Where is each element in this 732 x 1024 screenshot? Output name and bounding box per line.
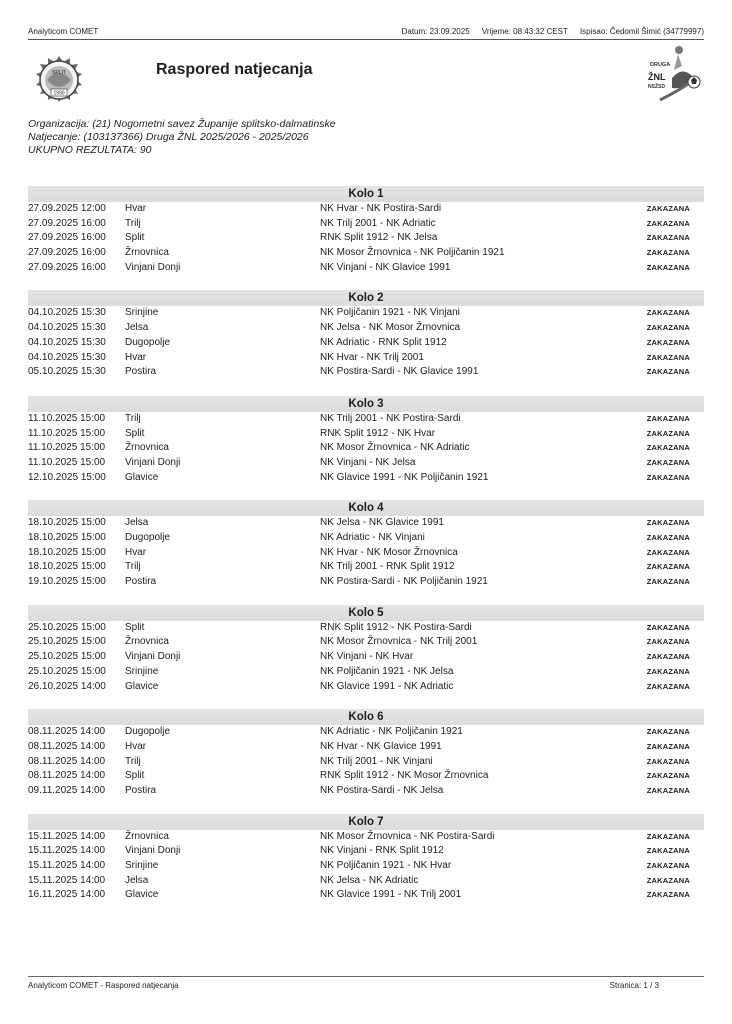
match-teams: NK Jelsa - NK Adriatic <box>320 874 419 886</box>
match-row <box>28 531 704 546</box>
match-venue: Žrnovnica <box>125 830 169 842</box>
match-datetime: 25.10.2025 15:00 <box>28 651 106 663</box>
league-logo-line3: NSŽSD <box>648 84 665 90</box>
footer-divider <box>28 976 704 977</box>
match-status: ZAKAZANA <box>646 771 690 781</box>
match-row <box>28 769 704 784</box>
match-status: ZAKAZANA <box>646 308 690 318</box>
match-status: ZAKAZANA <box>646 233 690 243</box>
match-venue: Hvar <box>125 740 147 752</box>
match-status: ZAKAZANA <box>646 518 690 528</box>
match-venue: Dugopolje <box>125 726 171 738</box>
match-teams: NK Mosor Žrnovnica - NK Trilj 2001 <box>320 636 478 648</box>
match-teams: NK Jelsa - NK Glavice 1991 <box>320 517 444 529</box>
match-venue: Trilj <box>125 412 141 424</box>
header-divider <box>28 39 704 40</box>
round-section <box>28 186 704 275</box>
match-status: ZAKAZANA <box>646 547 690 557</box>
match-status: ZAKAZANA <box>646 577 690 587</box>
federation-logo <box>30 44 88 110</box>
match-teams: NK Vinjani - NK Hvar <box>320 651 414 663</box>
match-status: ZAKAZANA <box>646 218 690 228</box>
match-status: ZAKAZANA <box>646 323 690 333</box>
match-venue: Glavice <box>125 471 159 483</box>
match-datetime: 19.10.2025 15:00 <box>28 576 106 588</box>
match-datetime: 05.10.2025 15:30 <box>28 366 106 378</box>
match-status: ZAKAZANA <box>646 890 690 900</box>
match-row <box>28 621 704 636</box>
match-venue: Jelsa <box>125 322 149 334</box>
print-time: Vrijeme: 08:43:32 CEST <box>481 27 568 36</box>
match-venue: Hvar <box>125 546 147 558</box>
match-venue: Vinjani Donji <box>125 651 181 663</box>
match-teams: RNK Split 1912 - NK Jelsa <box>320 232 438 244</box>
match-datetime: 08.11.2025 14:00 <box>28 755 106 767</box>
match-row <box>28 217 704 232</box>
match-datetime: 27.09.2025 16:00 <box>28 232 106 244</box>
league-logo-line1: DRUGA <box>650 62 671 68</box>
match-datetime: 15.11.2025 14:00 <box>28 874 106 886</box>
match-status: ZAKAZANA <box>646 622 690 632</box>
match-row <box>28 874 704 889</box>
match-teams: NK Glavice 1991 - NK Adriatic <box>320 680 454 692</box>
match-venue: Postira <box>125 366 157 378</box>
match-datetime: 08.11.2025 14:00 <box>28 770 106 782</box>
match-venue: Trilj <box>125 217 141 229</box>
match-status: ZAKAZANA <box>646 637 690 647</box>
round-section <box>28 500 704 589</box>
match-datetime: 15.11.2025 14:00 <box>28 845 106 857</box>
match-teams: NK Hvar - NK Mosor Žrnovnica <box>320 546 458 558</box>
match-row <box>28 261 704 276</box>
round-header: Kolo 4 <box>28 500 704 516</box>
page-number: Stranica: 1 / 3 <box>609 981 659 990</box>
match-teams: NK Trilj 2001 - NK Postira-Sardi <box>320 412 461 424</box>
match-row <box>28 546 704 561</box>
match-status: ZAKAZANA <box>646 428 690 438</box>
match-status: ZAKAZANA <box>646 756 690 766</box>
match-row <box>28 516 704 531</box>
match-venue: Postira <box>125 784 157 796</box>
match-teams: NK Mosor Žrnovnica - NK Poljičanin 1921 <box>320 247 505 259</box>
match-venue: Dugopolje <box>125 532 171 543</box>
total-results-line: UKUPNO REZULTATA: 90 <box>28 144 152 156</box>
match-datetime: 04.10.2025 15:30 <box>28 307 106 319</box>
match-datetime: 18.10.2025 15:00 <box>28 517 106 529</box>
match-venue: Trilj <box>125 561 141 573</box>
logo-text-year: 1990 <box>53 90 65 97</box>
match-datetime: 11.10.2025 15:00 <box>28 442 106 454</box>
match-venue: Srinjine <box>125 665 159 677</box>
match-datetime: 08.11.2025 14:00 <box>28 740 106 752</box>
match-row <box>28 412 704 427</box>
logo-text-top: SPLIT <box>52 70 66 76</box>
match-venue: Vinjani Donji <box>125 845 181 857</box>
match-row <box>28 859 704 874</box>
match-teams: NK Glavice 1991 - NK Poljičanin 1921 <box>320 471 489 483</box>
match-venue: Žrnovnica <box>125 636 169 648</box>
match-teams: RNK Split 1912 - NK Hvar <box>320 427 436 439</box>
match-status: ZAKAZANA <box>646 352 690 362</box>
match-status: ZAKAZANA <box>646 443 690 453</box>
match-status: ZAKAZANA <box>646 861 690 870</box>
league-logo <box>636 44 706 112</box>
match-teams: NK Mosor Žrnovnica - NK Postira-Sardi <box>320 830 495 842</box>
match-teams: NK Postira-Sardi - NK Jelsa <box>320 784 444 796</box>
match-status: ZAKAZANA <box>646 562 690 572</box>
match-venue: Jelsa <box>125 517 149 529</box>
match-teams: NK Adriatic - RNK Split 1912 <box>320 336 447 348</box>
print-meta <box>392 27 704 36</box>
league-logo-line2: ŽNL <box>648 72 666 82</box>
match-row <box>28 365 704 380</box>
match-venue: Split <box>125 232 145 244</box>
match-datetime: 15.11.2025 14:00 <box>28 860 106 871</box>
round-header: Kolo 1 <box>28 186 704 202</box>
match-datetime: 18.10.2025 15:00 <box>28 546 106 558</box>
match-row <box>28 830 704 845</box>
match-row <box>28 560 704 575</box>
match-venue: Srinjine <box>125 860 159 871</box>
match-venue: Glavice <box>125 680 159 692</box>
match-status: ZAKAZANA <box>646 666 690 676</box>
match-teams: NK Trilj 2001 - NK Vinjani <box>320 755 433 767</box>
match-row <box>28 336 704 351</box>
match-row <box>28 427 704 442</box>
match-datetime: 11.10.2025 15:00 <box>28 427 106 439</box>
match-status: ZAKAZANA <box>646 204 690 213</box>
match-teams: NK Trilj 2001 - NK Adriatic <box>320 217 436 229</box>
match-row <box>28 575 704 590</box>
match-datetime: 04.10.2025 15:30 <box>28 351 106 363</box>
match-status: ZAKAZANA <box>646 367 690 377</box>
match-venue: Vinjani Donji <box>125 261 181 273</box>
match-datetime: 04.10.2025 15:30 <box>28 336 106 348</box>
match-row <box>28 844 704 859</box>
competition-line: Natjecanje: (103137366) Druga ŽNL 2025/2026 - 2025/2026 <box>28 131 309 143</box>
page-title: Raspored natjecanja <box>156 61 313 78</box>
match-teams: NK Glavice 1991 - NK Trilj 2001 <box>320 889 462 901</box>
match-datetime: 27.09.2025 12:00 <box>28 203 106 214</box>
match-teams: NK Hvar - NK Postira-Sardi <box>320 203 442 214</box>
match-status: ZAKAZANA <box>646 741 690 751</box>
match-datetime: 25.10.2025 15:00 <box>28 636 106 648</box>
match-venue: Split <box>125 621 145 633</box>
match-status: ZAKAZANA <box>646 831 690 841</box>
round-header: Kolo 2 <box>28 290 704 306</box>
match-teams: NK Postira-Sardi - NK Poljičanin 1921 <box>320 576 488 588</box>
match-venue: Postira <box>125 576 157 588</box>
match-teams: NK Poljičanin 1921 - NK Jelsa <box>320 665 454 677</box>
match-teams: NK Poljičanin 1921 - NK Hvar <box>320 860 452 871</box>
round-section <box>28 605 704 694</box>
match-status: ZAKAZANA <box>646 262 690 272</box>
match-row <box>28 306 704 321</box>
match-datetime: 26.10.2025 14:00 <box>28 680 106 692</box>
match-row <box>28 784 704 799</box>
match-status: ZAKAZANA <box>646 248 690 258</box>
match-row <box>28 441 704 456</box>
match-teams: NK Hvar - NK Glavice 1991 <box>320 740 442 752</box>
match-venue: Split <box>125 427 145 439</box>
match-datetime: 27.09.2025 16:00 <box>28 247 106 259</box>
round-header: Kolo 5 <box>28 605 704 621</box>
match-teams: RNK Split 1912 - NK Postira-Sardi <box>320 621 472 633</box>
match-datetime: 09.11.2025 14:00 <box>28 784 106 796</box>
match-teams: NK Adriatic - NK Poljičanin 1921 <box>320 726 463 738</box>
footer-label: Analyticom COMET - Raspored natjecanja <box>28 981 179 990</box>
match-teams: RNK Split 1912 - NK Mosor Žrnovnica <box>320 770 489 782</box>
match-venue: Hvar <box>125 351 147 363</box>
match-row <box>28 246 704 261</box>
match-row <box>28 231 704 246</box>
match-status: ZAKAZANA <box>646 337 690 347</box>
round-header: Kolo 6 <box>28 709 704 725</box>
match-datetime: 25.10.2025 15:00 <box>28 621 106 633</box>
match-status: ZAKAZANA <box>646 413 690 423</box>
match-status: ZAKAZANA <box>646 652 690 662</box>
match-datetime: 08.11.2025 14:00 <box>28 726 106 738</box>
match-venue: Vinjani Donji <box>125 456 181 468</box>
match-teams: NK Vinjani - NK Glavice 1991 <box>320 261 451 273</box>
match-row <box>28 888 704 903</box>
match-teams: NK Poljičanin 1921 - NK Vinjani <box>320 307 460 319</box>
match-datetime: 04.10.2025 15:30 <box>28 322 106 334</box>
match-venue: Srinjine <box>125 307 159 319</box>
match-venue: Hvar <box>125 203 147 214</box>
rounds-list <box>28 186 704 918</box>
match-row <box>28 321 704 336</box>
match-row <box>28 202 704 217</box>
round-header: Kolo 7 <box>28 814 704 830</box>
match-teams: NK Trilj 2001 - RNK Split 1912 <box>320 561 455 573</box>
match-teams: NK Mosor Žrnovnica - NK Adriatic <box>320 442 470 454</box>
match-teams: NK Jelsa - NK Mosor Žrnovnica <box>320 322 461 334</box>
match-datetime: 11.10.2025 15:00 <box>28 412 106 424</box>
round-section <box>28 290 704 379</box>
match-venue: Split <box>125 770 145 782</box>
round-section <box>28 709 704 798</box>
round-header: Kolo 3 <box>28 396 704 412</box>
match-venue: Žrnovnica <box>125 247 169 259</box>
match-venue: Žrnovnica <box>125 442 169 454</box>
match-row <box>28 740 704 755</box>
app-name: Analyticom COMET <box>28 27 99 36</box>
match-status: ZAKAZANA <box>646 457 690 467</box>
document-header <box>28 27 704 39</box>
match-teams: NK Adriatic - NK Vinjani <box>320 532 425 543</box>
match-status: ZAKAZANA <box>646 785 690 795</box>
match-datetime: 11.10.2025 15:00 <box>28 456 106 468</box>
match-datetime: 15.11.2025 14:00 <box>28 830 106 842</box>
match-venue: Trilj <box>125 755 141 767</box>
match-row <box>28 665 704 680</box>
match-teams: NK Postira-Sardi - NK Glavice 1991 <box>320 366 479 378</box>
match-status: ZAKAZANA <box>646 846 690 856</box>
match-status: ZAKAZANA <box>646 727 690 737</box>
match-venue: Glavice <box>125 889 159 901</box>
match-datetime: 12.10.2025 15:00 <box>28 471 106 483</box>
match-teams: NK Hvar - NK Trilj 2001 <box>320 351 424 363</box>
match-teams: NK Vinjani - NK Jelsa <box>320 456 416 468</box>
round-section <box>28 814 704 903</box>
match-venue: Dugopolje <box>125 336 171 348</box>
match-status: ZAKAZANA <box>646 875 690 885</box>
match-row <box>28 725 704 740</box>
match-venue: Jelsa <box>125 874 149 886</box>
match-status: ZAKAZANA <box>646 533 690 542</box>
match-row <box>28 635 704 650</box>
match-row <box>28 471 704 486</box>
match-row <box>28 755 704 770</box>
match-row <box>28 456 704 471</box>
match-datetime: 16.11.2025 14:00 <box>28 889 106 901</box>
competition-info <box>28 118 336 157</box>
match-status: ZAKAZANA <box>646 472 690 482</box>
print-date: Datum: 23.09.2025 <box>401 27 470 36</box>
match-teams: NK Vinjani - RNK Split 1912 <box>320 845 444 857</box>
match-status: ZAKAZANA <box>646 681 690 691</box>
match-row <box>28 680 704 695</box>
organization-line: Organizacija: (21) Nogometni savez Županije splitsko-dalmatinske <box>28 118 336 130</box>
match-row <box>28 650 704 665</box>
printed-by: Ispisao: Čedomil Šimić (34779997) <box>579 27 704 36</box>
match-datetime: 27.09.2025 16:00 <box>28 261 106 273</box>
match-datetime: 18.10.2025 15:00 <box>28 532 106 543</box>
match-datetime: 25.10.2025 15:00 <box>28 665 106 677</box>
match-row <box>28 351 704 366</box>
match-datetime: 27.09.2025 16:00 <box>28 217 106 229</box>
match-datetime: 18.10.2025 15:00 <box>28 561 106 573</box>
round-section <box>28 396 704 485</box>
